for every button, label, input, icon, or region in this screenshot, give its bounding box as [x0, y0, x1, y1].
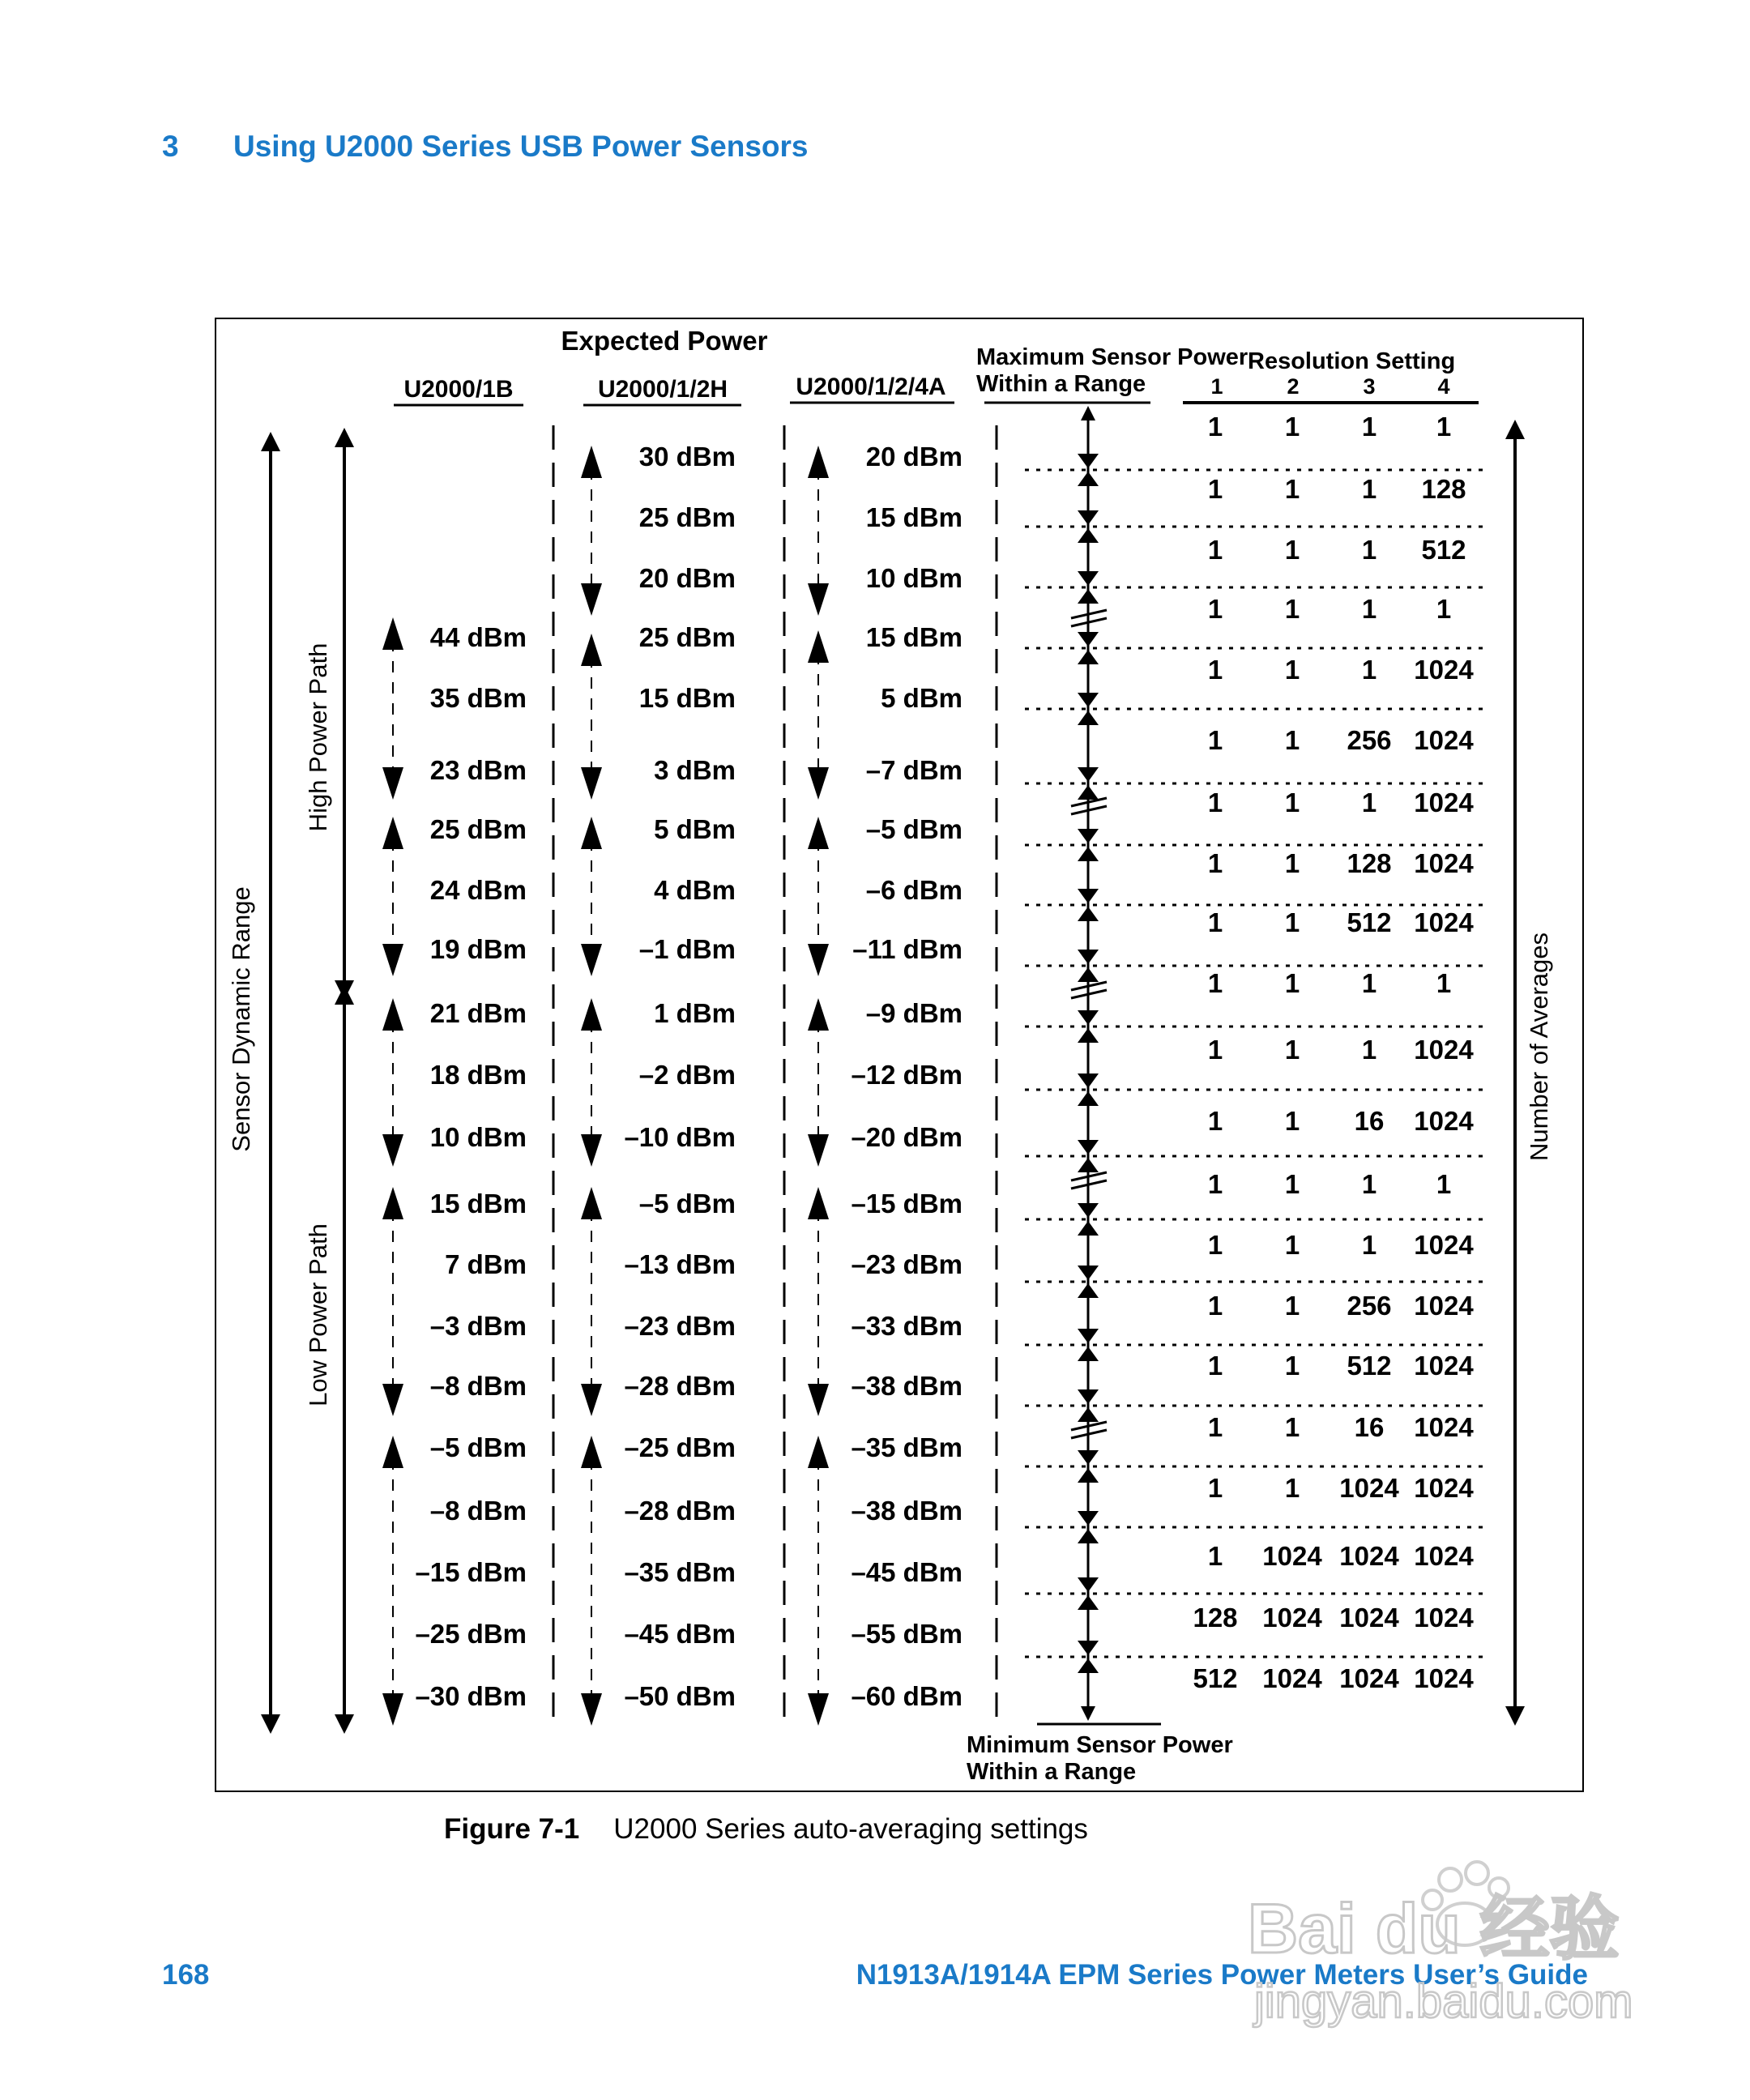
sensor-header-u2000-1-2-4a: U2000/1/2/4A — [796, 373, 946, 400]
range-arrowhead — [1078, 1347, 1099, 1361]
averages-value: 128 — [1193, 1603, 1238, 1633]
averages-value: 512 — [1347, 907, 1392, 937]
range-down-arrow — [581, 1384, 602, 1416]
averages-value: 1 — [1361, 594, 1377, 624]
range-arrowhead — [1078, 889, 1099, 903]
range-arrowhead — [1078, 1091, 1099, 1106]
averages-value: 1 — [1207, 788, 1223, 817]
averages-value: 1 — [1436, 594, 1452, 624]
min-power-label-line1: Minimum Sensor Power — [967, 1732, 1233, 1758]
expected-power-value: –8 dBm — [429, 1496, 527, 1526]
averages-value: 1024 — [1414, 848, 1474, 878]
averages-value: 1024 — [1414, 788, 1474, 817]
range-arrowhead — [1078, 693, 1099, 707]
averages-value: 1 — [1436, 412, 1452, 442]
range-arrowhead — [1078, 472, 1099, 486]
chapter-number: 3 — [162, 130, 179, 163]
expected-power-value: 35 dBm — [429, 683, 527, 713]
averages-value: 1024 — [1414, 1035, 1474, 1065]
baidu-watermark — [1248, 1855, 1653, 2042]
averages-value: 1 — [1284, 594, 1300, 624]
averages-value: 1024 — [1414, 725, 1474, 755]
averages-value: 1024 — [1414, 1473, 1474, 1503]
averages-value: 1024 — [1414, 1230, 1474, 1260]
averages-value: 1 — [1284, 1291, 1300, 1321]
resolution-setting-label: Resolution Setting — [1248, 348, 1456, 374]
expected-power-value: 21 dBm — [429, 998, 527, 1028]
range-arrowhead — [1078, 1407, 1099, 1422]
range-up-arrow — [808, 630, 829, 663]
averages-value: 1 — [1207, 1035, 1223, 1065]
averages-value: 1 — [1284, 725, 1300, 755]
expected-power-value: –38 dBm — [851, 1496, 962, 1526]
range-down-arrow — [581, 583, 602, 616]
averages-value: 1024 — [1414, 1106, 1474, 1136]
averages-value: 1 — [1284, 1351, 1300, 1381]
averages-value: 1024 — [1339, 1473, 1399, 1503]
expected-power-value: –38 dBm — [851, 1371, 962, 1401]
range-down-arrow — [581, 1693, 602, 1726]
expected-power-value: –33 dBm — [851, 1311, 962, 1341]
averages-value: 1 — [1207, 1230, 1223, 1260]
averages-value: 1 — [1284, 412, 1300, 442]
range-up-arrow — [382, 998, 403, 1031]
range-up-arrow — [581, 446, 602, 478]
range-arrowhead — [1078, 907, 1099, 921]
expected-power-value: 18 dBm — [429, 1060, 527, 1090]
expected-power-value: 1 dBm — [654, 998, 736, 1028]
averages-value: 1 — [1207, 535, 1223, 565]
expected-power-value: –45 dBm — [851, 1557, 962, 1587]
expected-power-value: 44 dBm — [429, 622, 527, 652]
page-number: 168 — [162, 1959, 210, 1991]
averages-value: 1 — [1284, 535, 1300, 565]
range-down-arrow — [382, 1134, 403, 1167]
range-arrowhead — [1078, 767, 1099, 782]
expected-power-value: –1 dBm — [638, 934, 736, 964]
expected-power-value: –35 dBm — [851, 1432, 962, 1462]
averages-value: 1 — [1207, 1106, 1223, 1136]
expected-power-value: 30 dBm — [638, 442, 736, 472]
expected-power-value: –9 dBm — [865, 998, 962, 1028]
averages-value: 1 — [1207, 1541, 1223, 1571]
averages-value: 256 — [1347, 725, 1392, 755]
averages-value: 1 — [1284, 1412, 1300, 1442]
expected-power-value: –30 dBm — [415, 1681, 527, 1711]
expected-power-value: –3 dBm — [429, 1311, 527, 1341]
expected-power-value: –55 dBm — [851, 1619, 962, 1649]
expected-power-value: –6 dBm — [865, 875, 962, 905]
averages-value: 1 — [1361, 655, 1377, 685]
expected-power-value: 5 dBm — [654, 814, 736, 844]
range-arrowhead — [1078, 589, 1099, 604]
averages-value: 1 — [1207, 1473, 1223, 1503]
range-arrowhead — [1078, 950, 1099, 964]
range-down-arrow — [808, 767, 829, 800]
range-arrowhead — [1078, 1577, 1099, 1592]
averages-value: 1024 — [1262, 1541, 1322, 1571]
averages-value: 256 — [1347, 1291, 1392, 1321]
range-down-arrow — [808, 583, 829, 616]
expected-power-value: 25 dBm — [638, 622, 736, 652]
averages-value: 1 — [1284, 1106, 1300, 1136]
averages-value: 1 — [1436, 1169, 1452, 1199]
range-arrowhead — [1078, 785, 1099, 800]
range-arrowhead — [1078, 1283, 1099, 1298]
resolution-number: 2 — [1287, 374, 1300, 399]
range-arrowhead — [1078, 1140, 1099, 1155]
averages-value: 1 — [1207, 1412, 1223, 1442]
averages-value: 1 — [1207, 474, 1223, 504]
expected-power-value: –8 dBm — [429, 1371, 527, 1401]
expected-power-value: 15 dBm — [429, 1189, 527, 1219]
averages-value: 1 — [1361, 1230, 1377, 1260]
expected-power-value: –28 dBm — [624, 1496, 736, 1526]
range-arrowhead — [1078, 650, 1099, 664]
averages-value: 1024 — [1414, 1412, 1474, 1442]
range-arrowhead — [1078, 1010, 1099, 1025]
averages-value: 1 — [1284, 1230, 1300, 1260]
range-arrowhead — [1078, 1221, 1099, 1236]
range-up-arrow — [382, 1436, 403, 1468]
averages-value: 1024 — [1339, 1603, 1399, 1633]
expected-power-value: 5 dBm — [881, 683, 962, 713]
range-up-arrow — [808, 1436, 829, 1468]
range-arrowhead — [1078, 1529, 1099, 1543]
averages-value: 1024 — [1414, 655, 1474, 685]
book-title: N1913A/1914A EPM Series Power Meters User’s Guide — [856, 1959, 1588, 1991]
range-down-arrow — [581, 944, 602, 976]
averages-value: 128 — [1347, 848, 1392, 878]
range-arrowhead — [1078, 1450, 1099, 1465]
expected-power-value: –5 dBm — [638, 1189, 736, 1219]
range-up-arrow — [382, 617, 403, 650]
range-arrowhead — [1078, 571, 1099, 586]
averages-value: 1 — [1361, 1035, 1377, 1065]
low-power-path-label: Low Power Path — [304, 1223, 332, 1406]
averages-value: 1024 — [1414, 1603, 1474, 1633]
range-up-arrow — [382, 817, 403, 849]
expected-power-label: Expected Power — [561, 326, 768, 356]
sensor-header-u2000-1b: U2000/1B — [403, 376, 514, 403]
averages-value: 1 — [1207, 1291, 1223, 1321]
expected-power-value: –20 dBm — [851, 1122, 962, 1152]
averages-value: 512 — [1421, 535, 1466, 565]
range-arrowhead — [1078, 1641, 1099, 1655]
expected-power-value: 15 dBm — [865, 502, 962, 532]
averages-value: 512 — [1193, 1663, 1238, 1693]
range-down-arrow — [382, 1384, 403, 1416]
chapter-title: Using U2000 Series USB Power Sensors — [233, 130, 809, 163]
averages-value: 1024 — [1262, 1603, 1322, 1633]
range-arrowhead — [1078, 1203, 1099, 1218]
watermark-line1: Bai du 经验 — [1248, 1890, 1620, 1968]
figure-caption — [444, 1813, 1088, 1846]
averages-value: 1 — [1361, 412, 1377, 442]
averages-value: 1 — [1284, 1035, 1300, 1065]
expected-power-value: 25 dBm — [638, 502, 736, 532]
range-arrowhead — [1078, 967, 1099, 982]
sensor-dynamic-range-label: Sensor Dynamic Range — [227, 886, 255, 1152]
resolution-number: 3 — [1363, 374, 1376, 399]
averages-value: 1 — [1284, 848, 1300, 878]
averages-value: 1 — [1284, 968, 1300, 998]
expected-power-value: –28 dBm — [624, 1371, 736, 1401]
range-arrowhead — [1078, 1658, 1099, 1673]
expected-power-value: –25 dBm — [415, 1619, 527, 1649]
averages-value: 1 — [1207, 968, 1223, 998]
range-arrowhead — [1078, 510, 1099, 525]
expected-power-value: –25 dBm — [624, 1432, 736, 1462]
resolution-number: 1 — [1210, 374, 1223, 399]
expected-power-value: –5 dBm — [429, 1432, 527, 1462]
expected-power-value: 4 dBm — [654, 875, 736, 905]
figure-caption-label: Figure 7-1 — [444, 1813, 580, 1845]
expected-power-value: –12 dBm — [851, 1060, 962, 1090]
watermark-line2: jingyan.baidu.com — [1254, 1975, 1633, 2028]
range-arrowhead — [1078, 454, 1099, 468]
number-of-averages-label: Number of Averages — [1525, 932, 1553, 1162]
expected-power-value: –2 dBm — [638, 1060, 736, 1090]
averages-value: 1024 — [1414, 1351, 1474, 1381]
range-up-arrow — [581, 1187, 602, 1219]
expected-power-value: –60 dBm — [851, 1681, 962, 1711]
range-arrowhead — [1078, 711, 1099, 725]
averages-value: 1 — [1361, 535, 1377, 565]
averages-value: 16 — [1354, 1412, 1385, 1442]
averages-value: 1 — [1361, 968, 1377, 998]
range-down-arrow — [581, 1134, 602, 1167]
resolution-number: 4 — [1437, 374, 1450, 399]
range-arrowhead — [1078, 1329, 1099, 1343]
averages-value: 1024 — [1414, 1291, 1474, 1321]
range-up-arrow — [808, 998, 829, 1031]
range-arrowhead — [1078, 1158, 1099, 1172]
averages-value: 1 — [1207, 412, 1223, 442]
range-down-arrow — [808, 1134, 829, 1167]
range-arrowhead — [1078, 632, 1099, 647]
averages-value: 1 — [1361, 1169, 1377, 1199]
min-power-label-line2: Within a Range — [967, 1759, 1137, 1785]
range-arrowhead — [1078, 1073, 1099, 1088]
range-up-arrow — [581, 998, 602, 1031]
range-down-arrow — [382, 944, 403, 976]
expected-power-value: 10 dBm — [429, 1122, 527, 1152]
expected-power-value: –23 dBm — [624, 1311, 736, 1341]
sensor-header-u2000-1-2h: U2000/1/2H — [597, 376, 728, 403]
averages-value: 1024 — [1414, 907, 1474, 937]
expected-power-value: 15 dBm — [638, 683, 736, 713]
range-down-arrow — [581, 767, 602, 800]
range-arrowhead — [1078, 1595, 1099, 1610]
range-up-arrow — [808, 1187, 829, 1219]
expected-power-value: 24 dBm — [429, 875, 527, 905]
averages-value: 1 — [1361, 474, 1377, 504]
expected-power-value: –45 dBm — [624, 1619, 736, 1649]
expected-power-value: –15 dBm — [415, 1557, 527, 1587]
max-power-label-line2: Within a Range — [976, 371, 1146, 397]
averages-value: 1 — [1284, 655, 1300, 685]
range-arrowhead — [1078, 1511, 1099, 1526]
expected-power-value: 20 dBm — [638, 563, 736, 593]
range-up-arrow — [808, 817, 829, 849]
expected-power-value: 7 dBm — [445, 1249, 527, 1279]
averages-value: 1 — [1284, 1169, 1300, 1199]
range-arrowhead — [1078, 829, 1099, 843]
averages-value: 1 — [1207, 907, 1223, 937]
figure-caption-text: U2000 Series auto-averaging settings — [613, 1813, 1088, 1845]
range-arrowhead — [1078, 1389, 1099, 1404]
expected-power-value: –5 dBm — [865, 814, 962, 844]
expected-power-value: 15 dBm — [865, 622, 962, 652]
averages-value: 1024 — [1414, 1541, 1474, 1571]
range-arrowhead — [1078, 528, 1099, 543]
expected-power-value: –15 dBm — [851, 1189, 962, 1219]
range-arrowhead — [1078, 1468, 1099, 1483]
expected-power-value: –35 dBm — [624, 1557, 736, 1587]
range-arrowhead — [1078, 1266, 1099, 1280]
expected-power-value: 3 dBm — [654, 755, 736, 785]
range-down-arrow — [808, 1384, 829, 1416]
range-down-arrow — [382, 1693, 403, 1726]
averages-value: 1024 — [1339, 1663, 1399, 1693]
range-down-arrow — [808, 1693, 829, 1726]
averages-value: 1 — [1361, 788, 1377, 817]
averages-value: 1 — [1207, 655, 1223, 685]
averages-value: 1024 — [1414, 1663, 1474, 1693]
averages-value: 128 — [1421, 474, 1466, 504]
averages-value: 1 — [1284, 1473, 1300, 1503]
averages-value: 1 — [1207, 1351, 1223, 1381]
expected-power-value: –10 dBm — [624, 1122, 736, 1152]
expected-power-value: –7 dBm — [865, 755, 962, 785]
averages-value: 1 — [1284, 474, 1300, 504]
expected-power-value: 23 dBm — [429, 755, 527, 785]
expected-power-value: 25 dBm — [429, 814, 527, 844]
max-power-label-line1: Maximum Sensor Power — [976, 344, 1248, 370]
expected-power-value: –50 dBm — [624, 1681, 736, 1711]
expected-power-value: 20 dBm — [865, 442, 962, 472]
expected-power-value: –23 dBm — [851, 1249, 962, 1279]
averages-value: 1024 — [1339, 1541, 1399, 1571]
averages-value: 16 — [1354, 1106, 1385, 1136]
averages-value: 1 — [1284, 907, 1300, 937]
range-up-arrow — [808, 446, 829, 478]
expected-power-value: 19 dBm — [429, 934, 527, 964]
range-down-arrow — [808, 944, 829, 976]
expected-power-value: –11 dBm — [852, 934, 962, 964]
averages-value: 1 — [1207, 848, 1223, 878]
expected-power-value: 10 dBm — [865, 563, 962, 593]
averages-value: 1 — [1207, 594, 1223, 624]
averages-value: 1 — [1207, 1169, 1223, 1199]
range-arrowhead — [1078, 1028, 1099, 1043]
expected-power-value: –13 dBm — [624, 1249, 736, 1279]
range-up-arrow — [581, 817, 602, 849]
averages-value: 512 — [1347, 1351, 1392, 1381]
averages-value: 1024 — [1262, 1663, 1322, 1693]
averages-value: 1 — [1284, 788, 1300, 817]
averages-value: 1 — [1436, 968, 1452, 998]
range-up-arrow — [382, 1187, 403, 1219]
range-up-arrow — [581, 1436, 602, 1468]
range-arrowhead — [1078, 847, 1099, 861]
range-down-arrow — [382, 767, 403, 800]
high-power-path-label: High Power Path — [304, 642, 332, 832]
range-up-arrow — [581, 634, 602, 666]
averages-value: 1 — [1207, 725, 1223, 755]
